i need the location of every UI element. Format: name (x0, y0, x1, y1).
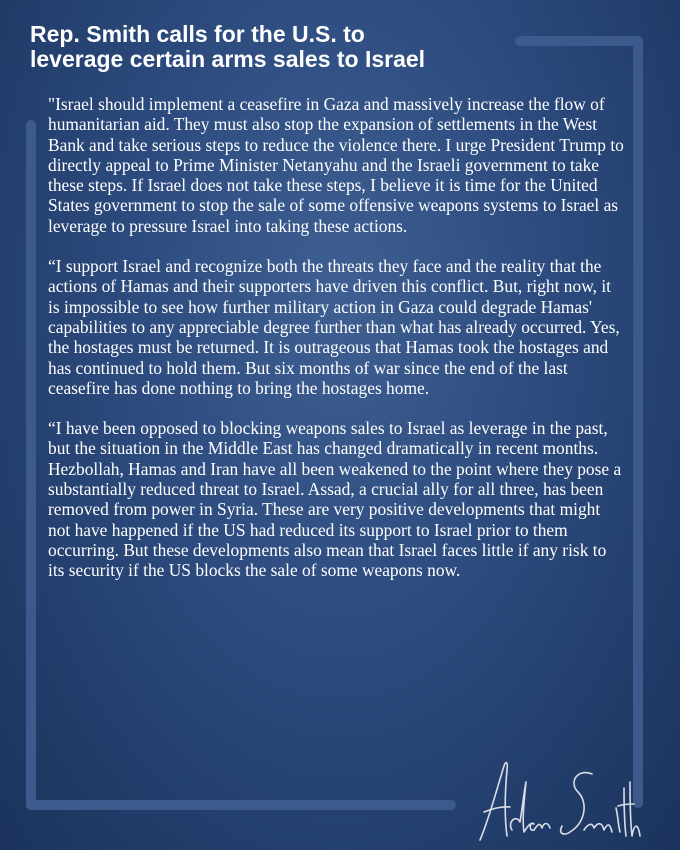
headline-line-2: leverage certain arms sales to Israel (30, 46, 426, 72)
frame-bar-right (633, 36, 643, 808)
frame-bar-bottom (26, 800, 456, 810)
headline (30, 22, 630, 72)
headline-line-1: Rep. Smith calls for the U.S. to (30, 21, 365, 47)
statement-body (48, 94, 626, 601)
statement-paragraph-2: “I support Israel and recognize both the threats they face and the reality that the actions of Hamas and their supporters have driven this conflict. But, right now, it is impossible to see how further military action in Gaza could degrade Hamas' capabilities to any appreciable degree further than what has already occurred. Yes, the hostages must be returned. It is outrageous that Hamas took the hostages and has continued to hold them. But six months of war since the end of the last ceasefire has done nothing to bring the hostages home. (48, 256, 620, 398)
statement-paragraph-3: “I have been opposed to blocking weapons sales to Israel as leverage in the past, but the situation in the Middle East has changed dramatically in recent months. Hezbollah, Hamas and Iran have all been weakened to the point where they pose a substantially reduced threat to Israel. Assad, a crucial ally for all three, has been removed from power in Syria. These are very positive developments that might not have happened if the US had reduced its support to Israel prior to them occurring. But these developments also mean that Israel faces little if any risk to its security if the US blocks the sale of some weapons now. (48, 418, 622, 581)
signature (474, 752, 644, 848)
frame-bar-left (26, 120, 36, 810)
statement-paragraph-1: "Israel should implement a ceasefire in Gaza and massively increase the flow of humanitarian aid. They must also stop the expansion of settlements in the West Bank and take serious steps to reduce the violence there. I urge President Trump to directly appeal to Prime Minister Netanyahu and the Israeli government to take these steps. If Israel does not take these steps, I believe it is time for the United States government to stop the sale of some offensive weapons systems to Israel as leverage to pressure Israel into taking these actions. (48, 94, 624, 236)
